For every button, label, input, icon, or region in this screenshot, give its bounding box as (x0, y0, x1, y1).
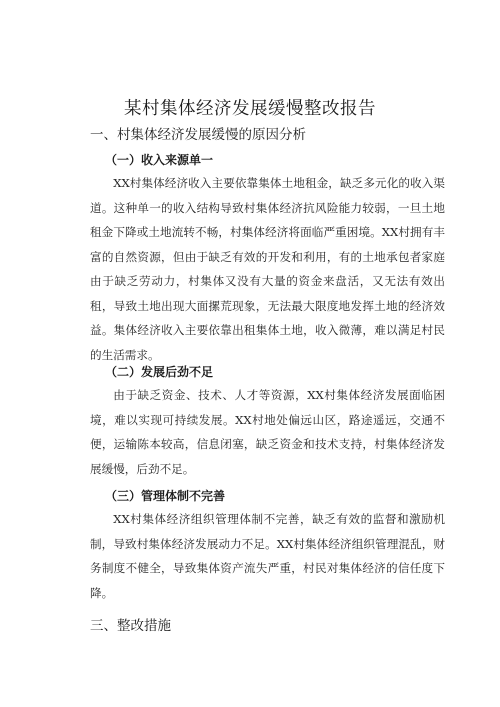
paragraph-income: XX村集体经济收入主要依靠集体土地租金，缺乏多元化的收入渠道。这种单一的收入结构导致村集体经济抗风险能力较弱，一旦土地租金下降或土地流转不畅，村集体经济将面临严重困境。XX村拥有丰富的自然资源，但由于缺乏有效的开发和利用，有的土地承包者家庭由于缺乏劳动力，村集体又没有大量的资金来盘活，又无法有效出租，导致土地出现大面摞荒现象，无法最大限度地发挥土地的经济效益。集体经济收入主要依靠出租集体土地，收入微薄，难以满足村民的生活需求。 (90, 176, 445, 362)
paragraph-momentum: 由于缺乏资金、技术、人才等资源，XX村集体经济发展面临困境，难以实现可持续发展。XX村地处偏远山区，路途遥远，交通不便，运输陈本较高，信息闭塞，缺乏资金和技术支持，村集体经济发展缓慢，后劲不足。 (90, 388, 445, 476)
paragraph-management: XX村集体经济组织管理体制不完善，缺乏有效的监督和激励机制，导致村集体经济发展动力不足。XX村集体经济组织管理混乱，财务制度不健全，导致集体资产流失严重，村民对集体经济的信任度下降。 (90, 512, 445, 600)
page-title: 某村集体经济发展缓慢整改报告 (124, 99, 376, 119)
subsection-heading-income: （一）收入来源单一 (105, 153, 214, 167)
section-heading-1: 一、村集体经济发展缓慢的原因分析 (90, 127, 306, 143)
section-heading-3: 三、整改措施 (90, 618, 171, 634)
subsection-heading-management: （三）管理体制不完善 (105, 489, 226, 503)
subsection-heading-momentum: （二）发展后劲不足 (105, 365, 214, 379)
